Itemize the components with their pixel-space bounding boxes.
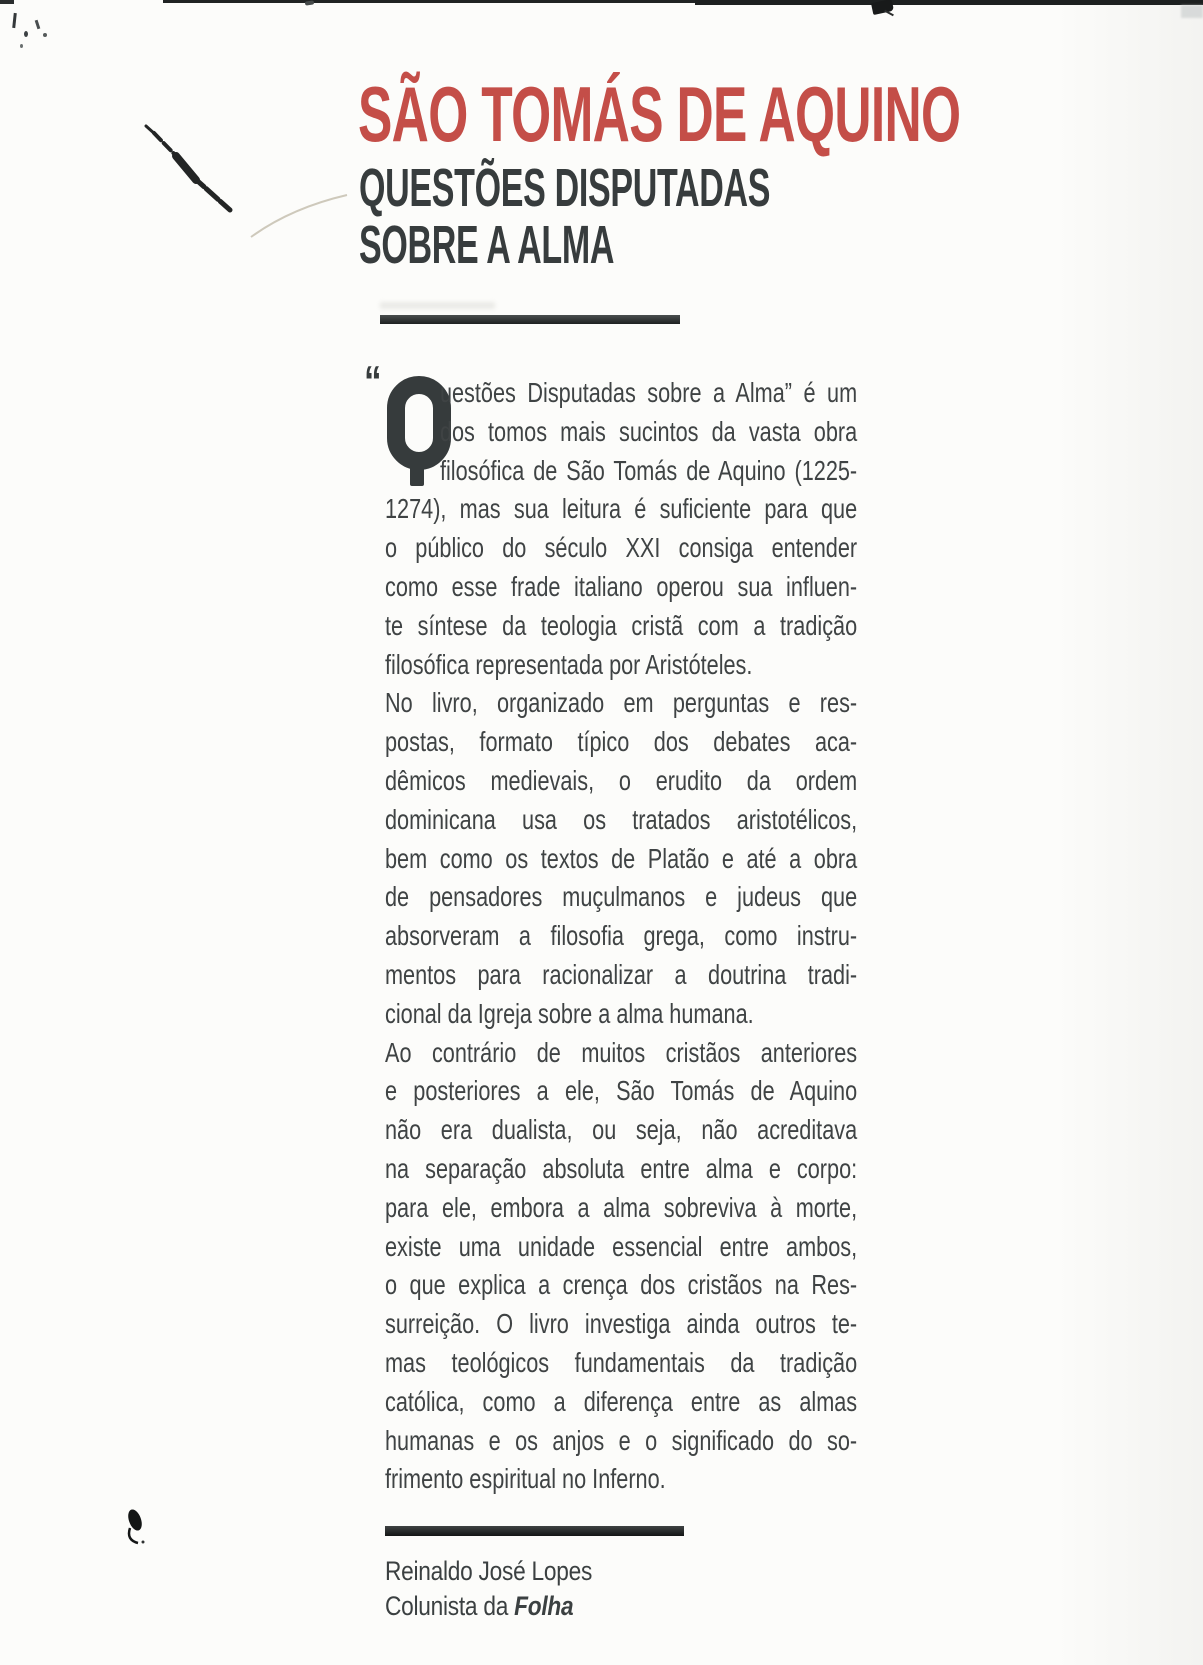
subtitle-line-2: SOBRE A ALMA — [359, 215, 615, 275]
body-line: surreição. O livro investiga ainda outros te- — [385, 1308, 858, 1340]
body-line: dominicana usa os tratados aristotélicos, — [385, 803, 858, 835]
body-line: filosófica representada por Aristóteles. — [385, 648, 753, 680]
scan-right-edge-shade — [1053, 0, 1203, 1665]
body-line: humanas e os anjos e o significado do so- — [385, 1424, 858, 1456]
author-role — [385, 1589, 592, 1624]
drop-cap-open-quote: “ — [364, 357, 382, 406]
body-line: existe uma unidade essencial entre ambos, — [385, 1230, 858, 1262]
body-line: o que explica a crença dos cristãos na Res- — [385, 1269, 858, 1301]
author-name: Reinaldo José Lopes — [385, 1556, 593, 1586]
scan-ink-blob — [118, 1502, 162, 1550]
body-line: dos tomos mais sucintos da vasta obra — [439, 415, 858, 447]
body-line: para ele, embora a alma sobreviva à morte, — [385, 1191, 858, 1223]
paragraph — [385, 684, 857, 1033]
paragraph — [385, 1034, 857, 1500]
body-line: bem como os textos de Platão e até a obra — [385, 842, 858, 874]
page-subtitle — [359, 160, 770, 274]
scan-speck — [24, 31, 28, 37]
body-line: frimento espiritual no Inferno. — [385, 1463, 666, 1495]
body-line: como esse frade italiano operou sua influen- — [385, 570, 858, 602]
scan-top-left-dash — [0, 0, 14, 4]
section-divider-bottom — [385, 1526, 684, 1536]
body-line: mentos para racionalizar a doutrina tradi- — [385, 958, 858, 990]
body-line: de pensadores muçulmanos e judeus que — [385, 881, 858, 913]
paragraph — [385, 374, 857, 684]
body-line: Ao contrário de muitos cristãos anteriores — [385, 1036, 858, 1068]
body-line: uestões Disputadas sobre a Alma” é um — [439, 377, 858, 408]
body-line: No livro, organizado em perguntas e res- — [385, 687, 858, 719]
scan-top-edge-line — [695, 0, 1203, 5]
publication-name: Folha — [514, 1591, 574, 1621]
body-line: mas teológicos fundamentais da tradição — [385, 1346, 858, 1378]
scan-speck — [35, 20, 41, 29]
byline — [385, 1554, 592, 1624]
page-title: SÃO TOMÁS DE AQUINO — [358, 70, 961, 158]
scan-corner-smudge — [1181, 5, 1203, 18]
body-line: postas, formato típico dos debates aca- — [385, 726, 858, 758]
scan-hair-line — [243, 188, 355, 244]
scan-speck — [43, 33, 47, 37]
scan-speck — [12, 13, 17, 28]
scan-speck — [305, 0, 314, 5]
body-line: não era dualista, ou seja, não acreditava — [385, 1114, 858, 1146]
body-line: absorveram a filosofia grega, como instru- — [385, 920, 858, 952]
subtitle-line-1: QUESTÕES DISPUTADAS — [359, 158, 771, 218]
body-line: dêmicos medievais, o erudito da ordem — [385, 764, 858, 796]
body-line: filosófica de São Tomás de Aquino (1225- — [439, 454, 858, 486]
body-line: te síntese da teologia cristã com a tradição — [385, 609, 858, 641]
print-ghost-smudge — [380, 302, 495, 309]
section-divider-top — [380, 315, 680, 324]
scan-top-edge-line — [163, 0, 708, 3]
author-role-prefix: Colunista da — [385, 1591, 515, 1621]
body-line: na separação absoluta entre alma e corpo: — [385, 1152, 858, 1184]
body-line: e posteriores a ele, São Tomás de Aquino — [385, 1075, 858, 1107]
body-line: cional da Igreja sobre a alma humana. — [385, 997, 754, 1029]
body-line: 1274), mas sua leitura é suficiente para que — [385, 493, 858, 525]
scan-scratch-mark — [140, 118, 240, 216]
body-line: católica, como a diferença entre as almas — [385, 1385, 858, 1417]
body-line: o público do século XXI consiga entender — [385, 532, 858, 564]
scan-speck — [20, 44, 23, 48]
article-body — [385, 374, 857, 1499]
